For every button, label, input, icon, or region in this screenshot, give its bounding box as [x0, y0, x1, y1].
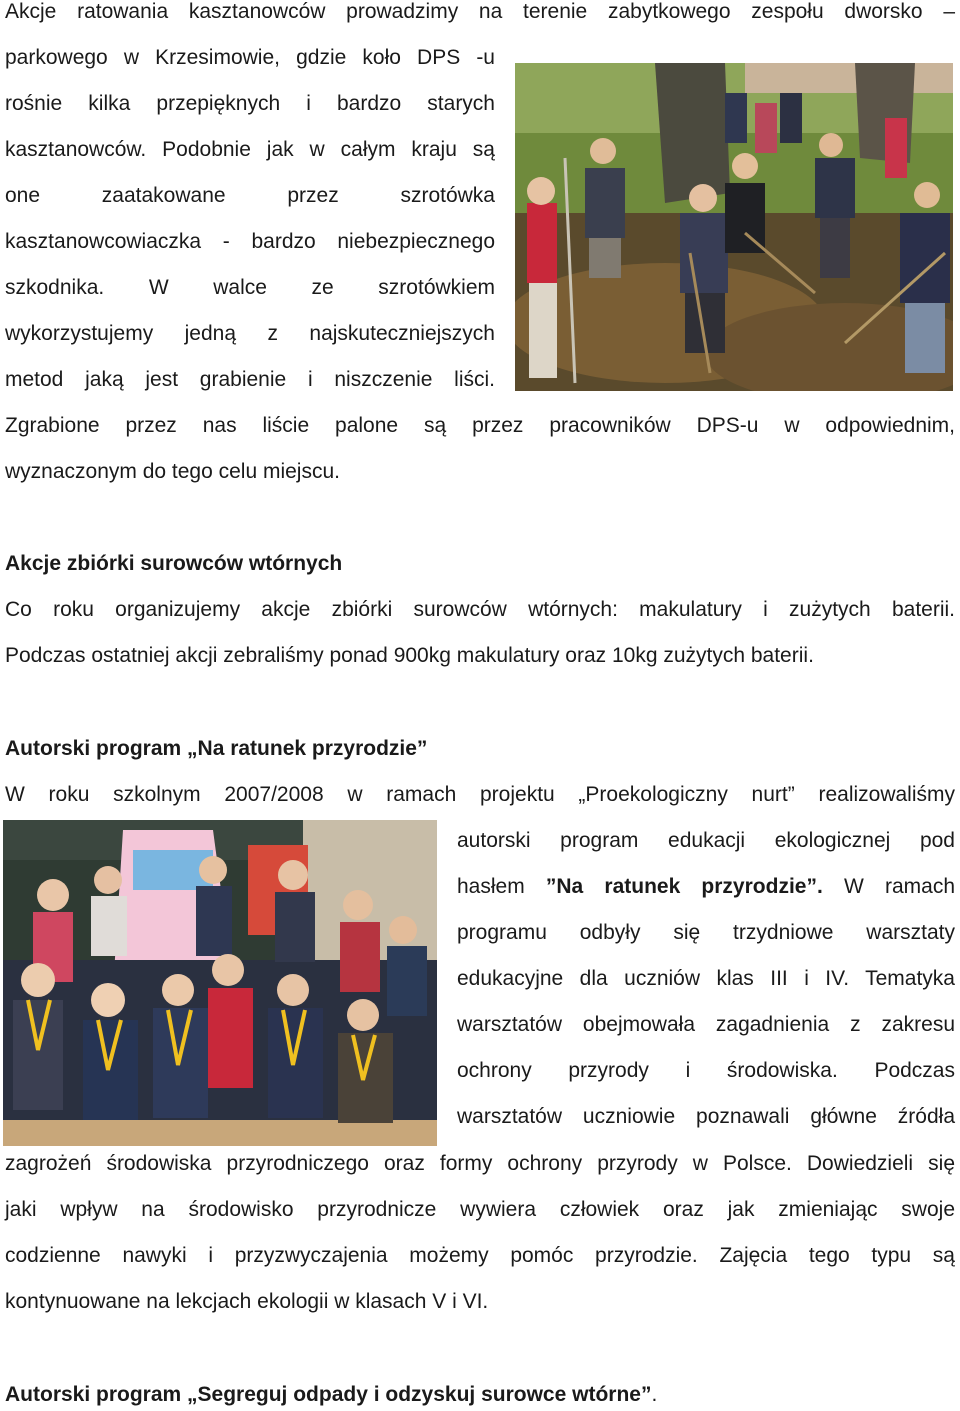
paragraph-line: kontynuowane na lekcjach ekologii w klasach V i VI. [5, 1290, 489, 1313]
section-heading: Akcje zbiórki surowców wtórnych [5, 552, 343, 575]
paragraph-line: W roku szkolnym 2007/2008 w ramach projektu „Proekologiczny nurt” realizowaliśmy [5, 783, 955, 806]
paragraph-line: warsztatów uczniowie poznawali główne źródła [457, 1105, 955, 1128]
paragraph-line: kasztanowcowiaczka - bardzo niebezpiecznego [5, 230, 495, 253]
motto-prefix: hasłem [457, 875, 546, 898]
paragraph-line: Co roku organizujemy akcje zbiórki surowców wtórnych: makulatury i zużytych baterii. [5, 598, 955, 621]
paragraph-line: szkodnika. W walce ze szrotówkiem [5, 276, 495, 299]
paragraph-line: ochrony przyrody i środowiska. Podczas [457, 1059, 955, 1082]
paragraph-line: autorski program edukacji ekologicznej pod [457, 829, 955, 852]
paragraph-line: jaki wpływ na środowisko przyrodnicze wywiera człowiek oraz jak zmieniając swoje [5, 1198, 955, 1221]
paragraph-line: Podczas ostatniej akcji zebraliśmy ponad 900kg makulatury oraz 10kg zużytych baterii. [5, 644, 814, 667]
paragraph-line: Akcje ratowania kasztanowców prowadzimy na terenie zabytkowego zespołu dworsko – [5, 0, 955, 23]
paragraph-line: codzienne nawyki i przyzwyczajenia możemy pomóc przyrodzie. Zajęcia tego typu są [5, 1244, 955, 1267]
motto-suffix: W ramach [822, 875, 955, 898]
section-heading: Autorski program „Na ratunek przyrodzie” [5, 737, 428, 760]
paragraph-line: zagrożeń środowiska przyrodniczego oraz formy ochrony przyrody w Polsce. Dowiedzieli się [5, 1152, 955, 1175]
paragraph-line: programu odbyły się trzydniowe warsztaty [457, 921, 955, 944]
paragraph-line: rośnie kilka przepięknych i bardzo starych [5, 92, 495, 115]
paragraph-line-motto [457, 875, 955, 899]
paragraph-line: one zaatakowane przez szrotówka [5, 184, 495, 207]
paragraph-line: wyznaczonym do tego celu miejscu. [5, 460, 340, 483]
paragraph-line: warsztatów obejmowała zagadnienia z zakresu [457, 1013, 955, 1036]
photo-raking-leaves [515, 63, 953, 391]
photo-class-group [3, 820, 437, 1146]
paragraph-line: metod jaką jest grabienie i niszczenie liści. [5, 368, 495, 391]
section-heading: Autorski program „Segreguj odpady i odzyskuj surowce wtórne” [5, 1383, 652, 1406]
motto: ”Na ratunek przyrodzie”. [545, 875, 823, 898]
paragraph-line: kasztanowców. Podobnie jak w całym kraju są [5, 138, 495, 161]
paragraph-line: edukacyjne dla uczniów klas III i IV. Tematyka [457, 967, 955, 990]
section-heading-row [5, 1383, 657, 1407]
paragraph-line: wykorzystujemy jedną z najskuteczniejszych [5, 322, 495, 345]
paragraph-line: Zgrabione przez nas liście palone są przez pracowników DPS-u w odpowiednim, [5, 414, 955, 437]
heading-period: . [651, 1383, 658, 1406]
paragraph-line: parkowego w Krzesimowie, gdzie koło DPS -u [5, 46, 495, 69]
